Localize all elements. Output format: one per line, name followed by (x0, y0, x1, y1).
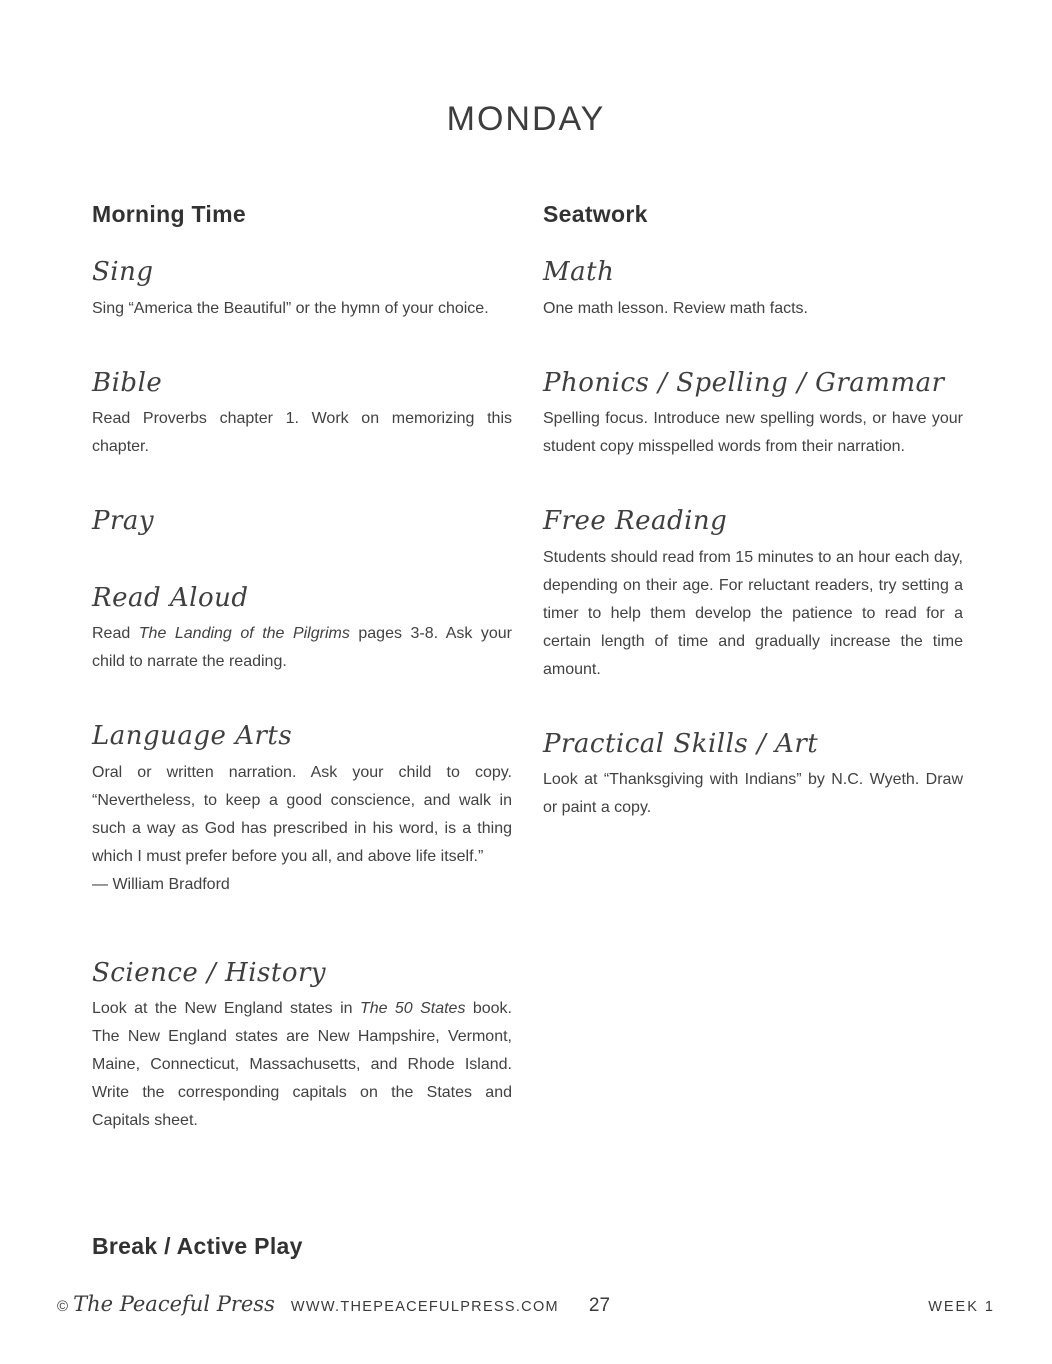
body-text: Read Proverbs chapter 1. Work on memorizing this chapter. (92, 410, 512, 455)
column-morning-time (92, 201, 512, 1179)
section-science-history (92, 957, 512, 1136)
section-practical-skills-art (543, 728, 963, 823)
section-body (92, 405, 512, 461)
body-text: Spelling focus. Introduce new spelling words, or have your student copy misspelled words from their narration. (543, 410, 963, 455)
section-bible (92, 367, 512, 462)
section-heading: Science / History (92, 957, 327, 988)
section-math (543, 256, 963, 323)
body-text: Look at “Thanksgiving with Indians” by N.C. Wyeth. Draw or paint a copy. (543, 771, 963, 816)
section-heading: Math (543, 257, 615, 287)
section-heading: Practical Skills / Art (543, 728, 819, 759)
section-read-aloud (92, 582, 512, 677)
section-heading: Read Aloud (92, 582, 249, 613)
section-pray (92, 505, 512, 538)
body-text: Look at the New England states in (92, 1000, 360, 1017)
column-sections (543, 256, 963, 822)
website-url: WWW.THEPEACEFULPRESS.COM (290, 1299, 559, 1315)
section-body (92, 295, 512, 323)
section-heading: Pray (92, 506, 155, 536)
body-text: pages 3-8. Ask your child to narrate the reading. (92, 625, 513, 670)
body-text: The 50 States (359, 1000, 466, 1017)
column-header: Morning Time (92, 201, 246, 227)
body-text: One math lesson. Review math facts. (543, 299, 808, 317)
section-heading: Bible (92, 367, 163, 398)
week-label: WEEK 1 (928, 1299, 995, 1315)
section-heading: Free Reading (543, 506, 728, 536)
columns (92, 201, 963, 1179)
body-text: — William Bradford (92, 875, 230, 893)
section-phonics-spelling-grammar (543, 367, 963, 462)
section-body (543, 766, 963, 822)
brand-logo-text: The Peaceful Press (73, 1292, 275, 1316)
section-body (92, 620, 512, 676)
section-heading: Language Arts (92, 721, 293, 751)
section-body (543, 295, 963, 323)
column-seatwork (543, 201, 963, 1179)
body-text: Read (92, 625, 139, 642)
section-language-arts (92, 720, 512, 899)
section-free-reading (543, 505, 963, 684)
page-footer (57, 1292, 995, 1317)
column-sections (92, 256, 512, 1135)
section-body (92, 995, 512, 1135)
section-heading: Phonics / Spelling / Grammar (543, 367, 945, 398)
copyright-icon: © (57, 1298, 69, 1315)
section-body (543, 544, 963, 684)
page-number: 27 (588, 1295, 611, 1316)
body-text: Oral or written narration. Ask your child to copy. “Nevertheless, to keep a good conscience, and walk in such a way as God has prescribed in his word, is a thing which I must prefer before you all, and above life itself.” (92, 763, 512, 865)
page-title: MONDAY (446, 100, 606, 138)
break-active-play-header: Break / Active Play (92, 1233, 303, 1259)
section-body (543, 405, 963, 461)
body-text: book. The New England states are New Hampshire, Vermont, Maine, Connecticut, Massachusetts, and Rhode Island. Write the corresponding capitals on the States and Capitals sheet. (92, 1000, 513, 1129)
column-header: Seatwork (543, 201, 648, 227)
section-body (92, 759, 512, 899)
section-heading: Sing (92, 257, 154, 287)
body-text: Students should read from 15 minutes to an hour each day, depending on their age. For reluctant readers, try setting a timer to help them develop the patience to read for a certain length of time and gradually increase the time amount. (543, 548, 963, 678)
section-sing (92, 256, 512, 323)
body-text: The Landing of the Pilgrims (138, 625, 350, 642)
body-text: Sing “America the Beautiful” or the hymn of your choice. (92, 299, 489, 317)
